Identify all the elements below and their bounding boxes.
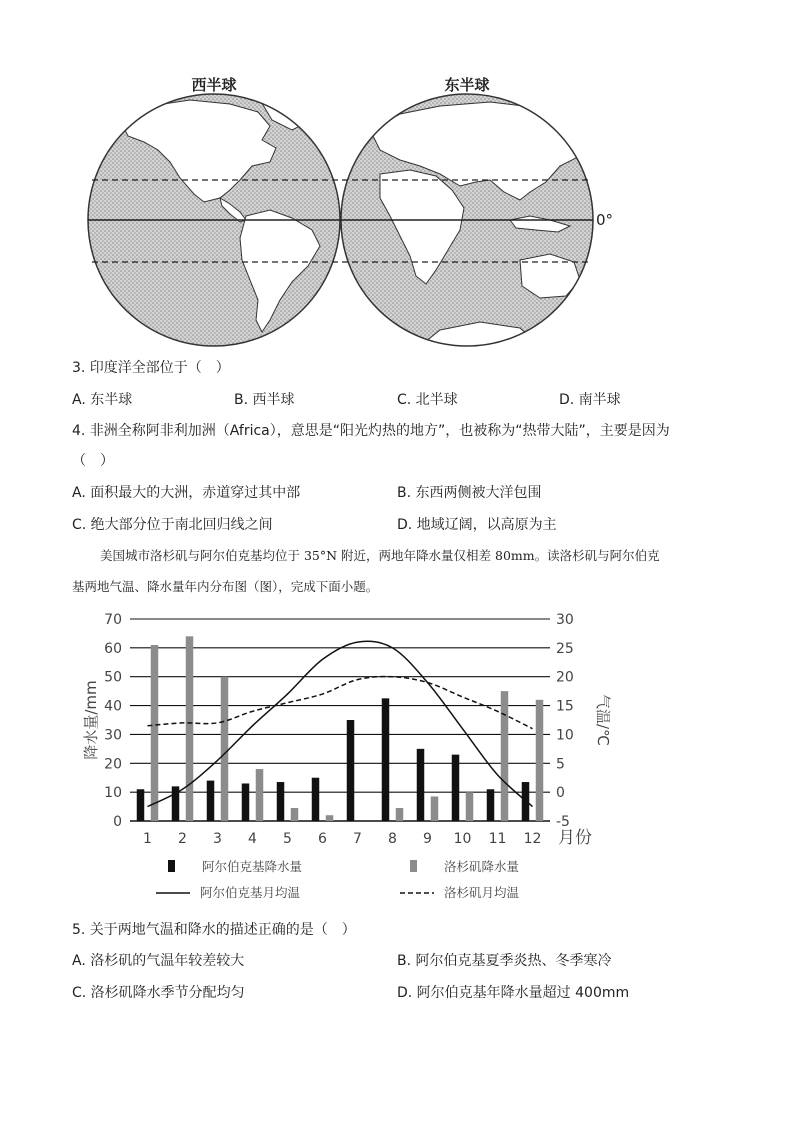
x-axis-tick-label: 7: [353, 831, 362, 847]
intro-line2: 基两地气温、降水量年内分布图（图），完成下面小题。: [72, 579, 379, 594]
q5-option-c[interactable]: C. 洛杉矶降水季节分配均匀: [72, 985, 245, 1001]
right-axis-label: 气温/℃: [594, 694, 612, 746]
q5-option-a[interactable]: A. 洛杉矶的气温年较差较大: [72, 953, 245, 969]
x-axis-tick-label: 12: [523, 831, 542, 847]
left-axis-tick-label: 50: [104, 669, 122, 686]
q3-option-c[interactable]: C. 北半球: [397, 392, 458, 408]
x-axis-tick-label: 1: [143, 831, 152, 847]
q3-option-d[interactable]: D. 南半球: [559, 392, 621, 408]
los-angeles-precip-bar: [431, 796, 439, 821]
albuquerque-precip-bar: [242, 783, 250, 821]
los-angeles-precip-bar: [186, 636, 194, 821]
los-angeles-precip-bar: [256, 769, 264, 821]
legend-label: 阿尔伯克基降水量: [202, 859, 303, 874]
left-axis-tick-label: 40: [104, 698, 122, 715]
right-axis-tick-label: 20: [556, 669, 574, 686]
right-axis-tick-label: 0: [556, 785, 565, 802]
right-axis-tick-label: 15: [556, 698, 574, 715]
left-axis-tick-label: 0: [113, 814, 122, 830]
x-axis-tick-label: 6: [318, 831, 327, 847]
x-axis-tick-label: 8: [388, 831, 397, 847]
albuquerque-precip-bar: [487, 789, 495, 821]
q5-option-d[interactable]: D. 阿尔伯克基年降水量超过 400mm: [397, 985, 630, 1001]
los-angeles-precip-bar: [466, 792, 474, 821]
q5-stem: 5. 关于两地气温和降水的描述正确的是（ ）: [72, 922, 356, 938]
los-angeles-precip-bar: [291, 808, 299, 821]
albuquerque-precip-bar: [417, 749, 425, 821]
q3-option-a[interactable]: A. 东半球: [72, 392, 133, 408]
albuquerque-precip-bar: [207, 781, 215, 821]
equator-label: 0°: [596, 211, 614, 229]
los-angeles-precip-bar: [151, 645, 159, 821]
legend-swatch: [410, 860, 417, 872]
climate-chart: [70, 608, 620, 913]
x-axis-tick-label: 10: [453, 831, 472, 847]
right-axis-tick-label: 5: [556, 756, 565, 773]
legend-label: 洛杉矶降水量: [444, 859, 520, 874]
left-axis-tick-label: 60: [104, 640, 122, 657]
los-angeles-precip-bar: [501, 691, 509, 821]
hemisphere-map: [80, 70, 640, 350]
q3-stem: 3. 印度洋全部位于（ ）: [72, 360, 230, 376]
west-hemisphere-label: 西半球: [191, 76, 237, 94]
east-hemisphere-label: 东半球: [444, 76, 490, 94]
right-axis-tick-label: -5: [556, 814, 570, 830]
los-angeles-temperature-line: [148, 677, 533, 729]
legend-label: 洛杉矶月均温: [444, 885, 520, 900]
q4-option-b[interactable]: B. 东西两侧被大洋包围: [397, 485, 542, 501]
left-axis-label: 降水量/mm: [82, 680, 100, 760]
legend-swatch: [168, 860, 175, 872]
albuquerque-precip-bar: [347, 720, 355, 821]
x-axis-tick-label: 11: [488, 831, 507, 847]
los-angeles-precip-bar: [396, 808, 404, 821]
right-axis-tick-label: 25: [556, 640, 574, 657]
q5-option-b[interactable]: B. 阿尔伯克基夏季炎热、冬季寒冷: [397, 953, 612, 969]
albuquerque-precip-bar: [137, 789, 145, 821]
legend-label: 阿尔伯克基月均温: [200, 885, 301, 900]
x-axis-tick-label: 9: [423, 831, 432, 847]
q4-option-d[interactable]: D. 地域辽阔，以高原为主: [397, 517, 557, 533]
q4-stem-line1: 4. 非洲全称阿非利加洲（Africa），意思是“阳光灼热的地方”，也被称为“热带大陆”，主要是因为: [72, 423, 670, 439]
albuquerque-precip-bar: [382, 698, 390, 821]
right-axis-tick-label: 10: [556, 727, 574, 744]
albuquerque-precip-bar: [312, 778, 320, 821]
albuquerque-precip-bar: [452, 755, 460, 821]
los-angeles-precip-bar: [536, 700, 544, 821]
left-axis-tick-label: 30: [104, 727, 122, 744]
q3-option-b[interactable]: B. 西半球: [234, 392, 295, 408]
x-axis-tick-label: 5: [283, 831, 292, 847]
right-axis-tick-label: 30: [556, 612, 574, 628]
left-axis-tick-label: 10: [104, 785, 122, 802]
x-axis-label: 月份: [558, 828, 592, 848]
x-axis-tick-label: 3: [213, 831, 222, 847]
x-axis-tick-label: 2: [178, 831, 187, 847]
intro-line1: 美国城市洛杉矶与阿尔伯克基均位于 35°N 附近，两地年降水量仅相差 80mm。读洛杉矶与阿尔伯克: [100, 548, 660, 563]
left-axis-tick-label: 20: [104, 756, 122, 773]
q4-option-a[interactable]: A. 面积最大的大洲，赤道穿过其中部: [72, 485, 301, 501]
albuquerque-precip-bar: [277, 782, 285, 821]
q4-option-c[interactable]: C. 绝大部分位于南北回归线之间: [72, 517, 273, 533]
los-angeles-precip-bar: [326, 815, 334, 821]
q4-stem-line2: （ ）: [72, 453, 114, 469]
los-angeles-precip-bar: [221, 677, 229, 821]
left-axis-tick-label: 70: [104, 612, 122, 628]
x-axis-tick-label: 4: [248, 831, 257, 847]
